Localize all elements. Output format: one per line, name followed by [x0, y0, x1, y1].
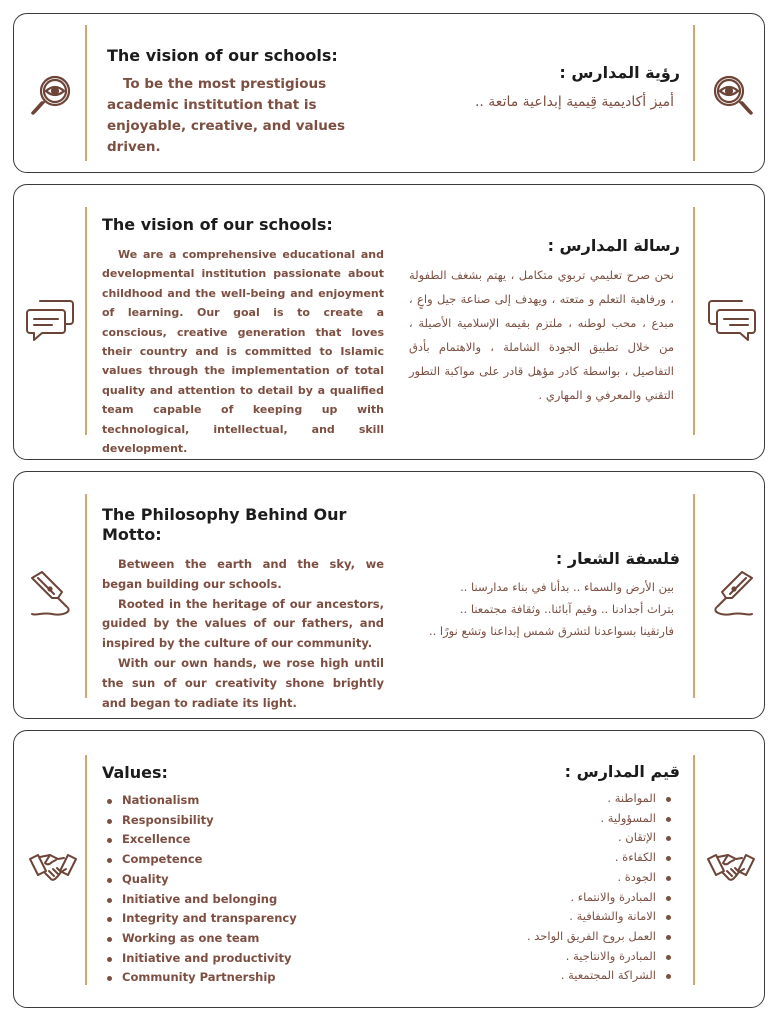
speech-bubbles-icon — [26, 295, 76, 345]
handshake-icon — [28, 843, 78, 893]
eye-magnifier-icon — [26, 70, 76, 120]
values-card — [13, 730, 765, 1008]
values-en-item: Initiative and productivity — [102, 949, 384, 969]
vision-ar-block — [419, 62, 680, 114]
values-en-divider — [85, 755, 87, 985]
mission-ar-block — [409, 235, 680, 407]
philosophy-ar-title: فلسفة الشعار : — [555, 549, 680, 568]
mission-en-block — [102, 215, 384, 458]
vision-en-text: To be the most prestigious academic institution that is enjoyable, creative, and values driven. — [107, 76, 346, 155]
philosophy-en-paragraph: Between the earth and the sky, we began building our schools. — [102, 557, 384, 591]
values-ar-item: المسؤولية . — [409, 809, 676, 829]
fountain-pen-icon — [28, 568, 78, 618]
values-en-item: Working as one team — [102, 929, 384, 949]
mission-ar-text: نحن صرح تعليمي تربوي متكامل ، يهتم بشغف الطفولة ، ورفاهية التعلم و متعته ، ويهدف إلى صناعة جيل واعٍ ، مبدع ، محب لوطنه ، ملتزم بقيمه الإسلامية الأصيلة ، من خلال تطبيق الجودة الشاملة ، والاهتمام بأدق التفاصيل ، بواسطة كادر مؤهل قادر على مواكبة التطور التقني والمعرفي و المهاري . — [409, 268, 674, 402]
philosophy-ar-line: بين الأرض والسماء .. بدأنا في بناء مدارسنا .. — [460, 580, 674, 594]
values-en-item: Initiative and belonging — [102, 890, 384, 910]
vision-ar-divider — [693, 25, 695, 161]
philosophy-ar-line: فارتقينا بسواعدنا لتشرق شمس إبداعنا وتشع نورًا .. — [428, 624, 674, 638]
values-en-list — [102, 791, 384, 988]
values-ar-item: الامانة والشفافية . — [409, 907, 676, 927]
philosophy-en-divider — [85, 494, 87, 698]
fountain-pen-icon — [706, 568, 756, 618]
vision-en-title: The vision of our schools: — [107, 46, 338, 65]
philosophy-card — [13, 471, 765, 719]
philosophy-ar-line: بتراث أجدادنا .. وقيم آبائنا.. وثقافة مجتمعنا .. — [459, 602, 674, 616]
values-en-item: Competence — [102, 850, 384, 870]
handshake-icon — [706, 843, 756, 893]
mission-en-title: The vision of our schools: — [102, 215, 333, 234]
values-ar-item: المواطنة . — [409, 789, 676, 809]
mission-en-text: We are a comprehensive educational and developmental institution passionate about childhood and the well-being and enjoyment of learning. Our goal is to create a conscious, creative generation that loves their country and is committed to Islamic values through the implementation of total quality and attention to detail by a qualified team capable of keeping up with technological, intellectual, and skill development. — [102, 248, 384, 456]
vision-en-block — [107, 46, 397, 158]
philosophy-en-paragraph: With our own hands, we rose high until the sun of our creativity shone brightly and began to radiate its light. — [102, 655, 384, 710]
values-ar-item: الكفاءة . — [409, 848, 676, 868]
vision-ar-text: أميز أكاديمية قِيمية إبداعية ماتعة .. — [474, 94, 674, 110]
values-ar-list — [409, 789, 680, 986]
values-ar-block — [409, 761, 680, 986]
values-en-item: Quality — [102, 870, 384, 890]
values-en-item: Nationalism — [102, 791, 384, 811]
values-en-title: Values: — [102, 763, 168, 782]
mission-en-divider — [85, 207, 87, 435]
values-ar-title: قيم المدارس : — [564, 762, 680, 781]
philosophy-en-paragraphs — [102, 555, 384, 713]
philosophy-en-title: The Philosophy Behind Our Motto: — [102, 505, 347, 544]
values-ar-divider — [693, 755, 695, 985]
values-ar-item: الشراكة المجتمعية . — [409, 966, 676, 986]
mission-card — [13, 184, 765, 460]
mission-ar-title: رسالة المدارس : — [547, 236, 680, 255]
values-ar-item: العمل بروح الفريق الواحد . — [409, 927, 676, 947]
values-ar-item: المبادرة والانتماء . — [409, 888, 676, 908]
values-en-item: Excellence — [102, 830, 384, 850]
philosophy-en-block — [102, 505, 384, 713]
values-en-item: Community Partnership — [102, 968, 384, 988]
vision-card — [13, 13, 765, 173]
values-en-item: Responsibility — [102, 811, 384, 831]
values-ar-item: الإتقان . — [409, 828, 676, 848]
values-en-block — [102, 763, 384, 988]
speech-bubbles-icon — [706, 295, 756, 345]
philosophy-ar-lines — [409, 576, 680, 642]
values-ar-item: المبادرة والانتاجية . — [409, 947, 676, 967]
eye-magnifier-icon — [706, 70, 756, 120]
vision-ar-title: رؤية المدارس : — [559, 63, 680, 82]
values-en-item: Integrity and transparency — [102, 909, 384, 929]
philosophy-en-paragraph: Rooted in the heritage of our ancestors, guided by the values of our fathers, and inspired by the culture of our community. — [102, 596, 384, 651]
philosophy-ar-divider — [693, 494, 695, 698]
values-ar-item: الجودة . — [409, 868, 676, 888]
philosophy-ar-block — [409, 548, 680, 642]
mission-ar-divider — [693, 207, 695, 435]
vision-en-divider — [85, 25, 87, 161]
